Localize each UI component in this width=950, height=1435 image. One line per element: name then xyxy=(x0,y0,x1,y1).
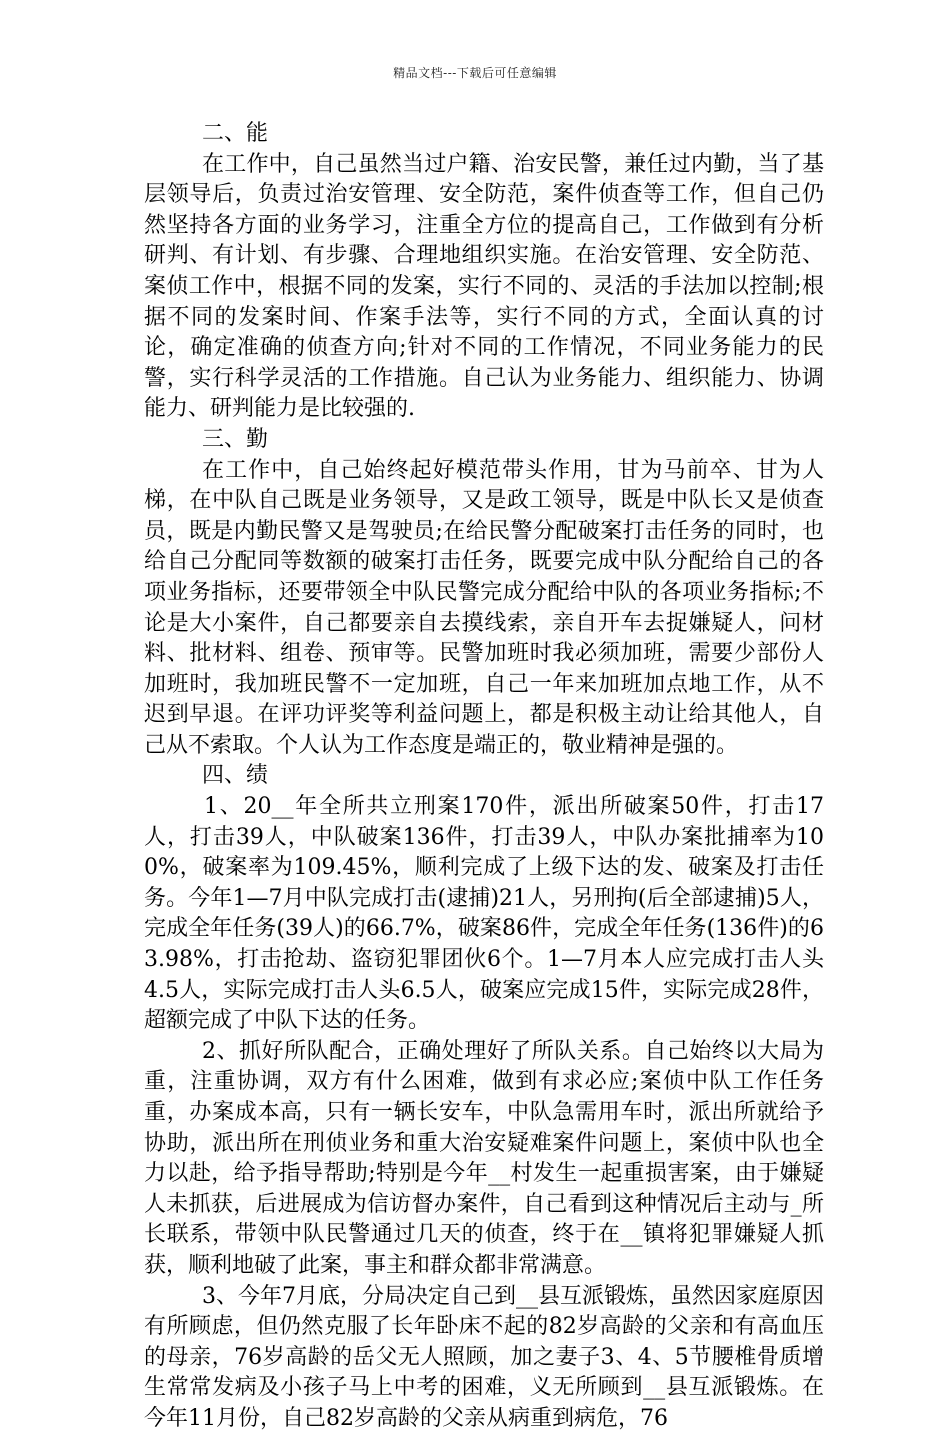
paragraph-qin: 在工作中，自己始终起好模范带头作用，甘为马前卒、甘为人梯，在中队自己既是业务领导，又是政工领导，既是中队长又是侦查员，既是内勤民警又是驾驶员;在给民警分配破案打击任务的同时，也给自己分配同等数额的破案打击任务，既要完成中队分配给自己的各项业务指标，还要带领全中队民警完成分配给中队的各项业务指标;不论是大小案件，自己都要亲自去摸线索，亲自开车去捉嫌疑人，问材料、批材料、组卷、预审等。民警加班时我必须加班，需要少部份人加班时，我加班民警不一定加班，自己一年来加班加点地工作，从不迟到早退。在评功评奖等利益问题上，都是积极主动让给其他人，自己从不索取。个人认为工作态度是端正的，敬业精神是强的。 xyxy=(144,457,824,758)
page-header: 精品文档---下载后可任意编辑 xyxy=(393,66,557,80)
section-heading-neng: 二、能 xyxy=(202,121,269,146)
paragraph-ji-item-3: 3、今年7月底，分局决定自己到__县互派锻炼，虽然因家庭原因有所顾虑，但仍然克服了长年卧床不起的82岁高龄的父亲和有高血压的母亲，76岁高龄的岳父无人照顾，加之妻子3、4、5节腰椎骨质增生常常发病及小孩子马上中考的困难，义无所顾到__县互派锻炼。在今年11月份，自己82岁高龄的父亲从病重到病危，76 xyxy=(144,1283,824,1431)
section-heading-qin: 三、勤 xyxy=(202,426,269,452)
paragraph-neng: 在工作中，自己虽然当过户籍、治安民警，兼任过内勤，当了基层领导后，负责过治安管理、安全防范，案件侦查等工作，但自己仍然坚持各方面的业务学习，注重全方位的提高自己，工作做到有分析研判、有计划、有步骤、合理地组织实施。在治安管理、安全防范、案侦工作中，根据不同的发案，实行不同的、灵活的手法加以控制;根据不同的发案时间、作案手法等，实行不同的方式，全面认真的讨论，确定准确的侦查方向;针对不同的工作情况，不同业务能力的民警，实行科学灵活的工作措施。自己认为业务能力、组织能力、协调能力、研判能力是比较强的. xyxy=(144,151,824,422)
section-heading-ji: 四、绩 xyxy=(202,763,269,789)
paragraph-ji-item-1: 1、20__年全所共立刑案170件，派出所破案50件，打击17人，打击39人，中队破案136件，打击39人，中队办案批捕率为100%，破案率为109.45%，顺利完成了上级下达的发、破案及打击任务。今年1—7月中队完成打击(逮捕)21人，另刑拘(后全部逮捕)5人，完成全年任务(39人)的66.7%，破案86件，完成全年任务(136件)的63.98%，打击抢劫、盗窃犯罪团伙6个。1—7月本人应完成打击人头4.5人，实际完成打击人头6.5人，破案应完成15件，实际完成28件，超额完成了中队下达的任务。 xyxy=(144,794,824,1034)
document-body xyxy=(144,119,824,1435)
paragraph-ji-item-2: 2、抓好所队配合，正确处理好了所队关系。自己始终以大局为重，注重协调，双方有什么困难，做到有求必应;案侦中队工作任务重，办案成本高，只有一辆长安车，中队急需用车时，派出所就给予协助，派出所在刑侦业务和重大治安疑难案件问题上，案侦中队也全力以赴，给予指导帮助;特别是今年__村发生一起重损害案，由于嫌疑人未抓获，后进展成为信访督办案件，自己看到这种情况后主动与_所长联系，带领中队民警通过几天的侦查，终于在__镇将犯罪嫌疑人抓获，顺利地破了此案，事主和群众都非常满意。 xyxy=(144,1038,824,1278)
